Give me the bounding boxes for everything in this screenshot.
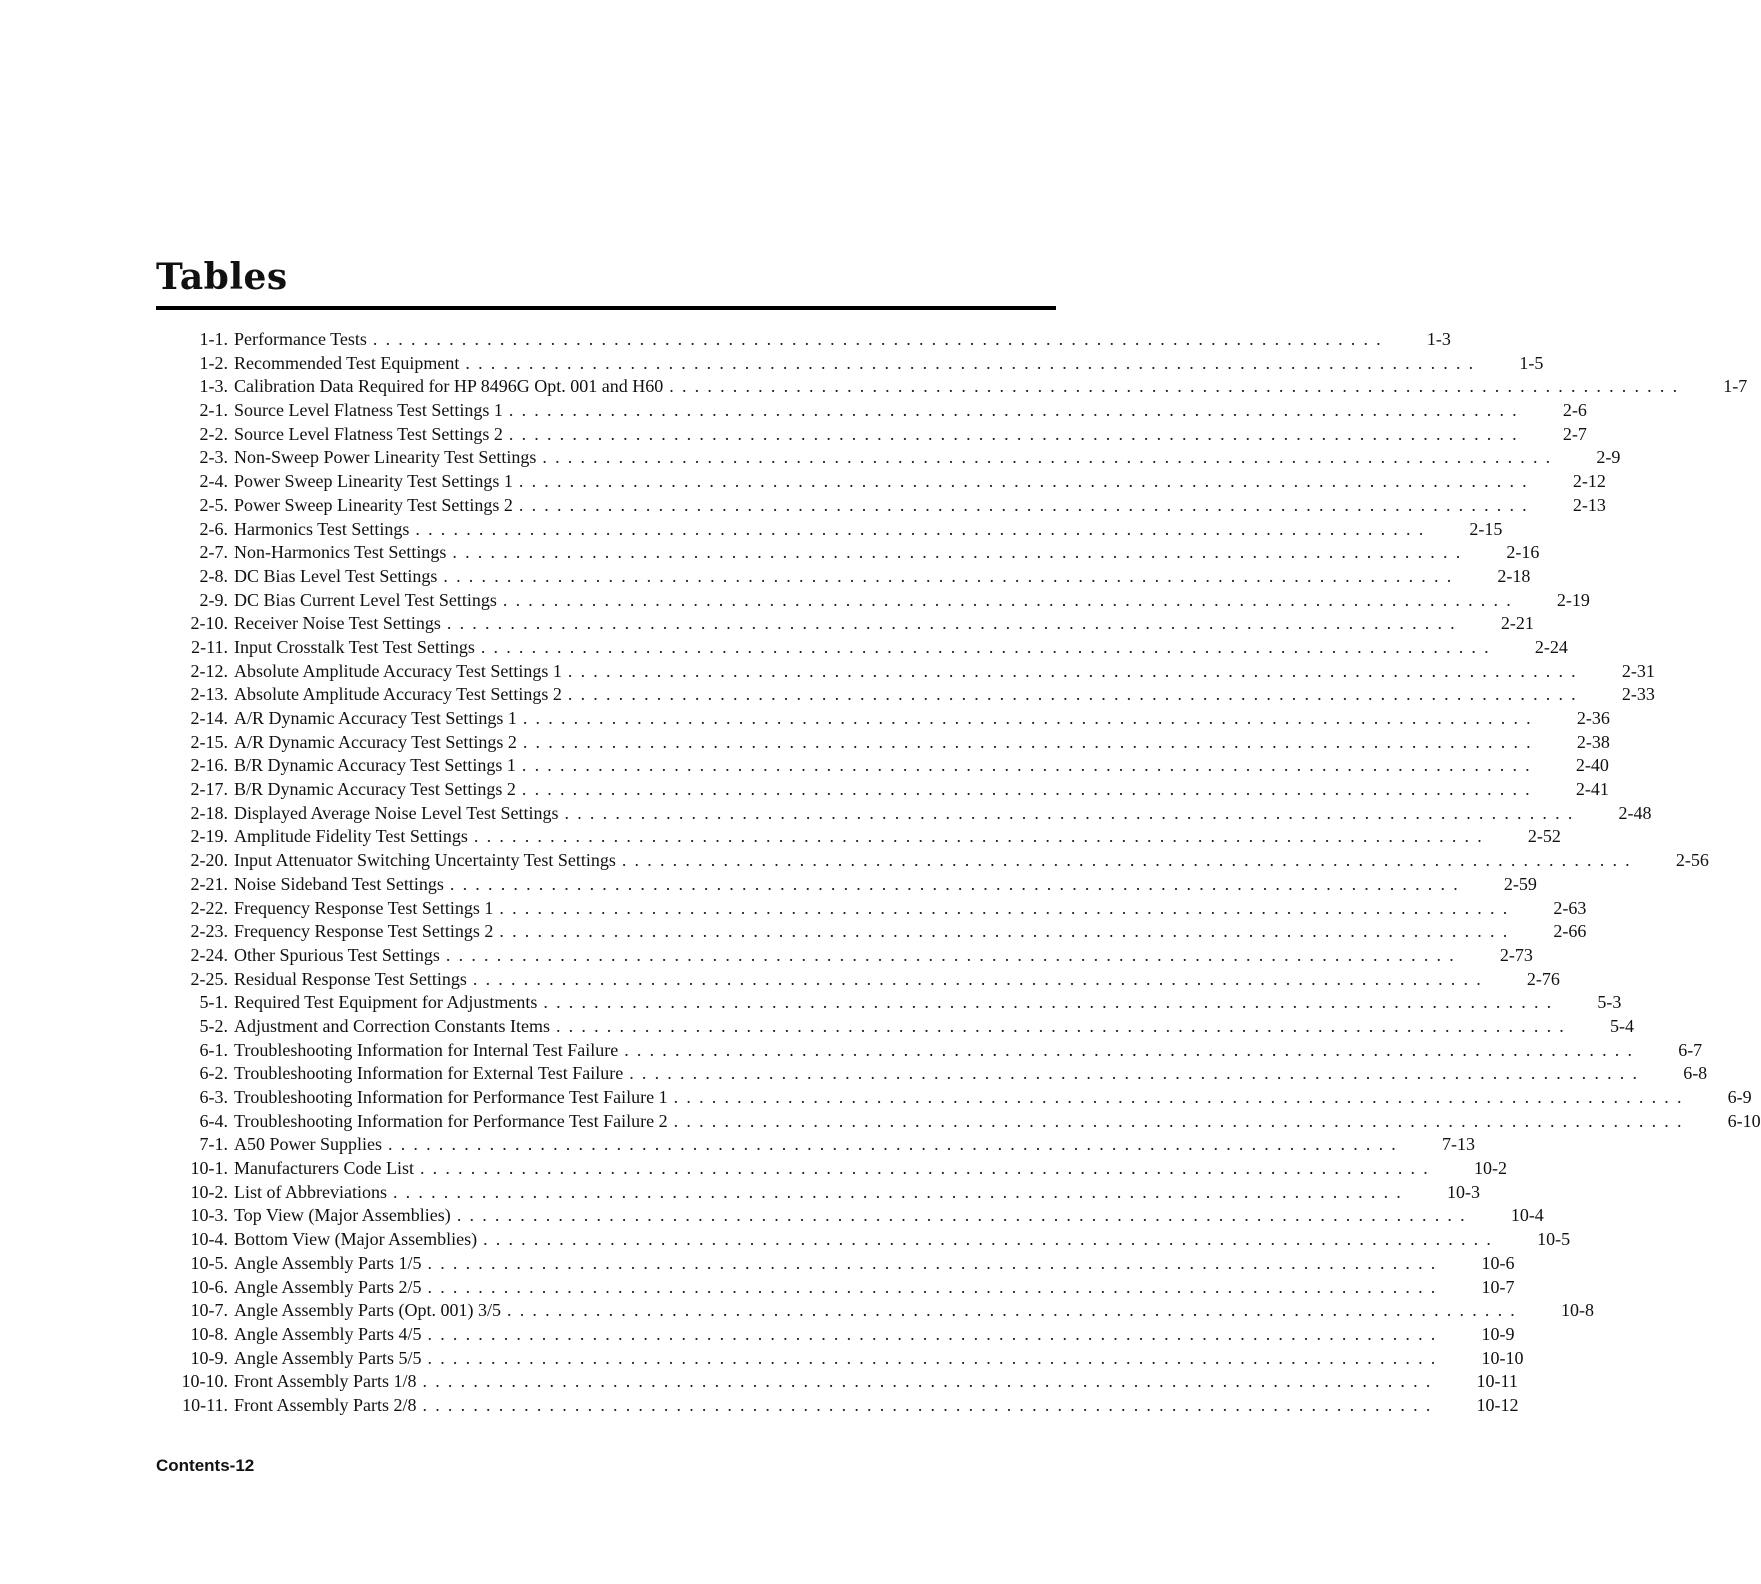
toc-entry-number: 2-3.: [199, 447, 228, 468]
toc-entry-title: Required Test Equipment for Adjustments: [234, 992, 538, 1013]
toc-entry-page: 5-4: [1609, 1015, 1634, 1036]
toc-entry-title: Recommended Test Equipment: [234, 352, 460, 373]
toc-entry-title: Harmonics Test Settings: [234, 518, 410, 539]
dot-leader: ................................................................................: [629, 1063, 1646, 1084]
toc-entry-title: Calibration Data Required for HP 8496G Opt. 001 and H60: [234, 376, 664, 397]
toc-entry-number: 2-14.: [190, 708, 228, 728]
dot-leader: ................................................................................: [521, 755, 1538, 776]
table-list: [156, 328, 1761, 1418]
toc-entry[interactable]: [156, 399, 1587, 423]
toc-entry-number: 10-8.: [190, 1323, 228, 1344]
toc-entry-page: 2-13: [1572, 494, 1606, 515]
dot-leader: ................................................................................: [388, 1134, 1404, 1155]
dot-leader: ................................................................................: [522, 708, 1539, 728]
dot-leader: ................................................................................: [483, 1229, 1500, 1250]
toc-entry-title: Absolute Amplitude Accuracy Test Settings 2: [234, 684, 562, 705]
toc-entry[interactable]: [156, 968, 1560, 992]
toc-entry[interactable]: [156, 754, 1609, 778]
toc-entry-page: 6-9: [1727, 1087, 1752, 1107]
toc-entry-title: Troubleshooting Information for Performance Test Failure 2: [234, 1110, 668, 1131]
toc-entry[interactable]: [156, 1394, 1519, 1418]
toc-entry-page: 2-24: [1534, 636, 1568, 657]
dot-leader: ................................................................................: [372, 329, 1389, 349]
dot-leader: ................................................................................: [419, 1158, 1436, 1179]
toc-entry-page: 2-41: [1575, 779, 1609, 800]
toc-entry-number: 2-24.: [190, 944, 228, 965]
toc-entry-number: 2-16.: [190, 755, 228, 776]
dot-leader: ................................................................................: [518, 471, 1535, 492]
toc-entry-page: 2-63: [1553, 897, 1587, 918]
toc-entry[interactable]: [156, 1204, 1544, 1228]
toc-entry[interactable]: [156, 778, 1609, 802]
dot-leader: ................................................................................: [472, 968, 1489, 989]
toc-entry-number: 2-4.: [199, 471, 228, 492]
toc-entry-number: 2-17.: [190, 779, 228, 800]
dot-leader: ................................................................................: [521, 779, 1538, 800]
toc-entry[interactable]: [156, 991, 1622, 1015]
toc-entry-title: Amplitude Fidelity Test Settings: [234, 826, 468, 847]
toc-entry-page: 2-6: [1562, 400, 1587, 421]
toc-entry-page: 2-48: [1618, 802, 1652, 823]
toc-entry-number: 1-2.: [199, 352, 228, 373]
toc-entry[interactable]: [156, 1370, 1518, 1394]
toc-entry[interactable]: [156, 423, 1587, 447]
dot-leader: ................................................................................: [427, 1347, 1444, 1368]
toc-entry-title: Front Assembly Parts 2/8: [234, 1394, 417, 1415]
toc-entry-page: 2-18: [1497, 565, 1531, 586]
toc-entry-number: 7-1.: [199, 1134, 228, 1155]
toc-entry-number: 10-10.: [181, 1371, 228, 1392]
toc-entry-number: 10-1.: [190, 1158, 228, 1179]
toc-entry-page: 2-31: [1621, 660, 1655, 681]
dot-leader: ................................................................................: [518, 494, 1535, 515]
toc-entry-page: 10-8: [1561, 1300, 1594, 1321]
toc-entry[interactable]: [156, 920, 1587, 944]
toc-entry[interactable]: [156, 352, 1544, 376]
toc-entry-page: 10-2: [1473, 1158, 1507, 1179]
toc-entry[interactable]: [156, 802, 1652, 826]
toc-entry-title: List of Abbreviations: [234, 1181, 387, 1202]
toc-entry[interactable]: [156, 1252, 1515, 1276]
toc-entry-title: Adjustment and Correction Constants Items: [234, 1015, 550, 1036]
toc-entry[interactable]: [156, 1228, 1571, 1252]
dot-leader: ................................................................................: [456, 1205, 1473, 1226]
toc-entry-title: Angle Assembly Parts 2/5: [234, 1276, 422, 1297]
title-rule: [156, 306, 1056, 310]
toc-entry-page: 2-33: [1621, 684, 1655, 705]
dot-leader: ................................................................................: [624, 1039, 1641, 1060]
toc-entry-page: 2-9: [1596, 447, 1621, 468]
toc-entry-number: 5-2.: [199, 1015, 228, 1036]
dot-leader: ................................................................................: [422, 1371, 1439, 1392]
page-title: Tables: [156, 256, 288, 298]
toc-entry-number: 2-10.: [190, 613, 228, 634]
toc-entry-page: 10-5: [1537, 1229, 1571, 1250]
toc-entry-title: Top View (Major Assemblies): [234, 1205, 451, 1226]
toc-entry-number: 6-2.: [199, 1063, 228, 1084]
toc-entry[interactable]: [156, 683, 1655, 707]
toc-entry[interactable]: [156, 1110, 1761, 1134]
toc-entry[interactable]: [156, 375, 1748, 399]
dot-leader: ................................................................................: [673, 1087, 1690, 1107]
toc-entry-number: 10-3.: [190, 1205, 228, 1226]
toc-entry-number: 2-20.: [190, 850, 228, 871]
toc-entry-number: 10-5.: [190, 1252, 228, 1273]
toc-entry-number: 6-3.: [199, 1087, 228, 1107]
toc-entry[interactable]: [156, 1276, 1515, 1300]
toc-entry-page: 2-15: [1469, 518, 1503, 539]
toc-entry-title: A/R Dynamic Accuracy Test Settings 2: [234, 731, 517, 752]
toc-entry-number: 1-1.: [199, 329, 228, 349]
toc-entry-title: Absolute Amplitude Accuracy Test Settings 1: [234, 660, 562, 681]
toc-entry[interactable]: [156, 1133, 1475, 1157]
toc-entry-title: Displayed Average Noise Level Test Settings: [234, 802, 559, 823]
dot-leader: ................................................................................: [443, 565, 1460, 586]
toc-entry-page: 2-56: [1675, 850, 1709, 871]
toc-entry-page: 2-21: [1500, 613, 1534, 634]
dot-leader: ................................................................................: [522, 731, 1539, 752]
toc-entry-page: 2-59: [1503, 873, 1537, 894]
dot-leader: ................................................................................: [508, 400, 1525, 421]
toc-entry[interactable]: [156, 470, 1606, 494]
toc-entry-number: 2-12.: [190, 660, 228, 681]
toc-entry-page: 2-66: [1553, 921, 1587, 942]
toc-entry-number: 2-9.: [199, 589, 228, 610]
toc-entry[interactable]: [156, 1015, 1634, 1039]
toc-entry-number: 2-13.: [190, 684, 228, 705]
toc-entry-title: Input Crosstalk Test Test Settings: [234, 636, 475, 657]
dot-leader: ................................................................................: [427, 1323, 1444, 1344]
toc-entry-title: A50 Power Supplies: [234, 1134, 382, 1155]
toc-entry-title: Performance Tests: [234, 329, 367, 349]
toc-entry-number: 2-22.: [190, 897, 228, 918]
toc-entry[interactable]: [156, 707, 1610, 731]
dot-leader: ................................................................................: [452, 542, 1469, 563]
dot-leader: ................................................................................: [502, 589, 1519, 610]
toc-entry-number: 6-1.: [199, 1039, 228, 1060]
toc-entry-title: Troubleshooting Information for External Test Failure: [234, 1063, 624, 1084]
toc-entry-page: 10-11: [1476, 1371, 1518, 1392]
toc-entry-number: 2-1.: [199, 400, 228, 421]
toc-entry[interactable]: [156, 494, 1606, 518]
toc-entry-page: 2-73: [1499, 944, 1533, 965]
toc-entry-page: 2-40: [1575, 755, 1609, 776]
toc-entry-title: Bottom View (Major Assemblies): [234, 1229, 478, 1250]
toc-entry-number: 2-23.: [190, 921, 228, 942]
toc-entry[interactable]: [156, 1347, 1524, 1371]
dot-leader: ................................................................................: [473, 826, 1490, 847]
toc-entry-title: Source Level Flatness Test Settings 1: [234, 400, 503, 421]
toc-entry[interactable]: [156, 1181, 1480, 1205]
toc-entry-number: 1-3.: [199, 376, 228, 397]
toc-entry-title: DC Bias Current Level Test Settings: [234, 589, 497, 610]
dot-leader: ................................................................................: [564, 802, 1581, 823]
toc-entry-page: 10-3: [1446, 1181, 1480, 1202]
toc-entry-number: 2-11.: [191, 636, 228, 657]
toc-entry-number: 2-21.: [190, 873, 228, 894]
dot-leader: ................................................................................: [427, 1276, 1444, 1297]
page-footer: Contents-12: [156, 1456, 255, 1475]
toc-entry-page: 10-12: [1476, 1394, 1519, 1415]
dot-leader: ................................................................................: [542, 447, 1559, 468]
dot-leader: ................................................................................: [427, 1252, 1444, 1273]
toc-entry[interactable]: [156, 565, 1531, 589]
toc-entry-title: Other Spurious Test Settings: [234, 944, 440, 965]
toc-entry[interactable]: [156, 1039, 1703, 1063]
toc-entry-number: 10-2.: [190, 1181, 228, 1202]
dot-leader: ................................................................................: [445, 944, 1462, 965]
toc-entry[interactable]: [156, 849, 1709, 873]
dot-leader: ................................................................................: [422, 1394, 1439, 1415]
toc-entry-number: 2-19.: [190, 826, 228, 847]
toc-entry[interactable]: [156, 660, 1655, 684]
toc-entry-title: Troubleshooting Information for Internal Test Failure: [234, 1039, 619, 1060]
toc-entry-title: Power Sweep Linearity Test Settings 1: [234, 471, 513, 492]
toc-entry-page: 2-16: [1506, 542, 1540, 563]
toc-entry-number: 10-6.: [190, 1276, 228, 1297]
dot-leader: ................................................................................: [567, 684, 1584, 705]
toc-entry-title: Noise Sideband Test Settings: [234, 873, 444, 894]
toc-entry-number: 2-25.: [190, 968, 228, 989]
toc-entry-page: 10-7: [1481, 1276, 1515, 1297]
toc-entry-title: Power Sweep Linearity Test Settings 2: [234, 494, 513, 515]
toc-entry-page: 2-7: [1562, 423, 1587, 444]
dot-leader: ................................................................................: [499, 921, 1516, 942]
toc-entry-title: DC Bias Level Test Settings: [234, 565, 438, 586]
toc-entry-title: B/R Dynamic Accuracy Test Settings 1: [234, 755, 516, 776]
toc-entry-title: Angle Assembly Parts (Opt. 001) 3/5: [234, 1300, 501, 1321]
dot-leader: ................................................................................: [415, 518, 1432, 539]
toc-entry-page: 6-7: [1678, 1039, 1703, 1060]
toc-entry-title: Troubleshooting Information for Performance Test Failure 1: [234, 1087, 668, 1107]
toc-entry-title: Input Attenuator Switching Uncertainty Test Settings: [234, 850, 616, 871]
toc-entry[interactable]: [156, 873, 1537, 897]
toc-entry-number: 6-4.: [199, 1110, 228, 1131]
toc-entry-title: Source Level Flatness Test Settings 2: [234, 423, 503, 444]
toc-entry-title: Front Assembly Parts 1/8: [234, 1371, 417, 1392]
toc-entry-number: 2-5.: [199, 494, 228, 515]
toc-entry-page: 10-6: [1481, 1252, 1515, 1273]
toc-entry[interactable]: [156, 1323, 1515, 1347]
toc-entry-number: 5-1.: [199, 992, 228, 1013]
toc-entry-number: 2-15.: [190, 731, 228, 752]
dot-leader: ................................................................................: [392, 1181, 1409, 1202]
toc-entry-number: 10-9.: [190, 1347, 228, 1368]
dot-leader: ................................................................................: [555, 1015, 1572, 1036]
toc-entry-page: 7-13: [1442, 1134, 1475, 1155]
toc-entry-number: 2-7.: [199, 542, 228, 563]
dot-leader: ................................................................................: [465, 352, 1482, 373]
toc-entry-page: 2-19: [1556, 589, 1590, 610]
toc-entry-title: Frequency Response Test Settings 2: [234, 921, 494, 942]
toc-entry-title: Receiver Noise Test Settings: [234, 613, 441, 634]
toc-entry-title: Residual Response Test Settings: [234, 968, 467, 989]
toc-entry-title: A/R Dynamic Accuracy Test Settings 1: [234, 708, 517, 728]
toc-entry-page: 1-3: [1426, 329, 1451, 349]
toc-entry[interactable]: [156, 589, 1590, 613]
toc-entry[interactable]: [156, 897, 1587, 921]
toc-entry-page: 2-38: [1576, 731, 1610, 752]
toc-entry-page: 5-3: [1597, 992, 1622, 1013]
toc-entry[interactable]: [156, 944, 1533, 968]
toc-entry-title: Non-Sweep Power Linearity Test Settings: [234, 447, 537, 468]
dot-leader: ................................................................................: [621, 850, 1638, 871]
toc-entry[interactable]: [156, 328, 1451, 352]
toc-entry-page: 1-5: [1519, 352, 1544, 373]
toc-entry-number: 10-4.: [190, 1229, 228, 1250]
toc-entry-title: Angle Assembly Parts 1/5: [234, 1252, 422, 1273]
toc-entry-page: 6-10: [1727, 1110, 1761, 1131]
toc-entry[interactable]: [156, 825, 1561, 849]
toc-entry-title: Angle Assembly Parts 5/5: [234, 1347, 422, 1368]
toc-entry-page: 2-76: [1526, 968, 1560, 989]
toc-entry-number: 2-6.: [199, 518, 228, 539]
dot-leader: ................................................................................: [543, 992, 1560, 1013]
toc-entry-title: Manufacturers Code List: [234, 1158, 414, 1179]
dot-leader: ................................................................................: [567, 660, 1584, 681]
toc-entry-number: 10-7.: [190, 1300, 228, 1321]
toc-entry[interactable]: [156, 446, 1621, 470]
toc-entry-number: 2-2.: [199, 423, 228, 444]
toc-entry[interactable]: [156, 1157, 1507, 1181]
dot-leader: ................................................................................: [673, 1110, 1690, 1131]
toc-entry[interactable]: [156, 1062, 1708, 1086]
toc-entry-number: 10-11.: [182, 1394, 228, 1415]
dot-leader: ................................................................................: [480, 636, 1497, 657]
dot-leader: ................................................................................: [508, 423, 1525, 444]
toc-entry[interactable]: [156, 518, 1503, 542]
toc-entry-page: 6-8: [1683, 1063, 1708, 1084]
toc-entry-page: 2-12: [1572, 471, 1606, 492]
toc-entry-page: 10-4: [1510, 1205, 1544, 1226]
toc-entry-page: 1-7: [1723, 376, 1748, 397]
toc-entry-page: 2-36: [1576, 708, 1610, 728]
toc-entry[interactable]: [156, 1086, 1752, 1110]
toc-entry-title: Non-Harmonics Test Settings: [234, 542, 447, 563]
toc-entry[interactable]: [156, 612, 1534, 636]
toc-entry-page: 10-10: [1481, 1347, 1524, 1368]
dot-leader: ................................................................................: [449, 873, 1466, 894]
toc-entry[interactable]: [156, 731, 1610, 755]
toc-entry-title: Angle Assembly Parts 4/5: [234, 1323, 422, 1344]
toc-entry[interactable]: [156, 1299, 1594, 1323]
toc-entry[interactable]: [156, 541, 1540, 565]
toc-entry[interactable]: [156, 636, 1568, 660]
toc-entry-title: B/R Dynamic Accuracy Test Settings 2: [234, 779, 516, 800]
toc-entry-number: 2-18.: [190, 802, 228, 823]
dot-leader: ................................................................................: [507, 1300, 1523, 1321]
dot-leader: ................................................................................: [669, 376, 1686, 397]
toc-entry-page: 10-9: [1481, 1323, 1515, 1344]
toc-entry-title: Frequency Response Test Settings 1: [234, 897, 494, 918]
toc-entry-page: 2-52: [1527, 826, 1561, 847]
toc-entry-number: 2-8.: [199, 565, 228, 586]
dot-leader: ................................................................................: [499, 897, 1516, 918]
dot-leader: ................................................................................: [446, 613, 1463, 634]
